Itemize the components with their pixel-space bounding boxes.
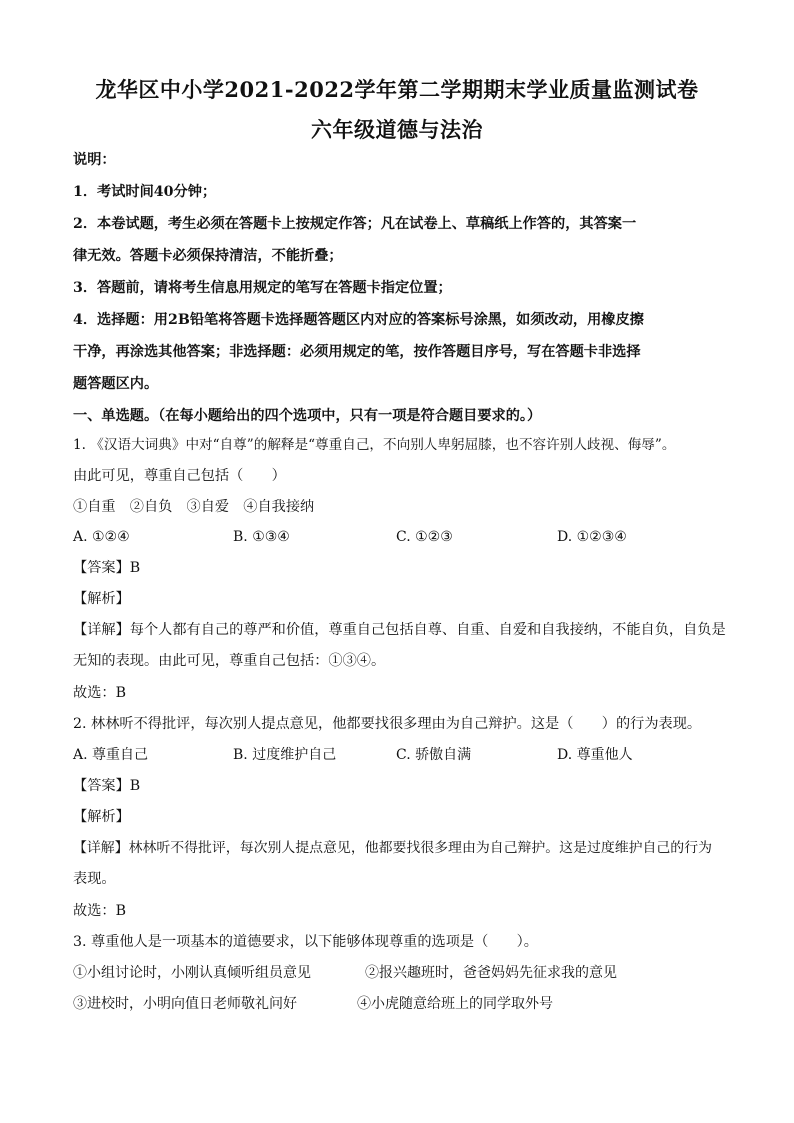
q3-item-3: ③进校时，小明向值日老师敬礼问好 [73, 996, 297, 1012]
exam-title: 龙华区中小学2021-2022学年第二学期期末学业质量监测试卷 [95, 77, 699, 102]
exam-subtitle: 六年级道德与法治 [311, 117, 483, 142]
section-heading: 一、单选题。（在每小题给出的四个选项中，只有一项是符合题目要求的。） [73, 408, 542, 424]
q2-option-a: A. 尊重自己 [73, 747, 149, 763]
q3-item-4: ④小虎随意给班上的同学取外号 [357, 996, 553, 1012]
q1-detail-line1: 【详解】每个人都有自己的尊严和价值，尊重自己包括自尊、自重、自爱和自我接纳，不能自负，自负是 [73, 622, 726, 638]
q1-stem-line2: 由此可见，尊重自己包括（ ） [73, 468, 286, 484]
q1-option-b: B. ①③④ [233, 529, 290, 545]
q1-option-a: A. ①②④ [73, 529, 130, 545]
q1-items: ①自重 ②自负 ③自爱 ④自我接纳 [73, 499, 315, 515]
instruction-item: 3．答题前，请将考生信息用规定的笔写在答题卡指定位置； [73, 280, 452, 296]
q2-stem: 2. 林林听不得批评，每次别人提点意见，他都要找很多理由为自己辩护。这是（ ）的行为表现。 [73, 716, 702, 732]
q2-detail-line2: 表现。 [73, 871, 116, 887]
q1-option-d: D. ①②③④ [557, 529, 627, 545]
q2-answer: 【答案】B [73, 778, 141, 794]
q1-answer: 【答案】B [73, 560, 141, 576]
instructions-heading: 说明： [73, 152, 116, 168]
q1-choice: 故选：B [73, 685, 126, 701]
q2-detail-line1: 【详解】林林听不得批评，每次别人提点意见，他都要找很多理由为自己辩护。这是过度维护自己的行为 [73, 840, 712, 856]
instruction-item: 题答题区内。 [73, 376, 159, 392]
q1-analysis-label: 【解析】 [73, 591, 130, 607]
q2-option-d: D. 尊重他人 [557, 747, 633, 763]
instruction-item: 律无效。答题卡必须保持清洁，不能折叠； [73, 248, 343, 264]
q2-option-b: B. 过度维护自己 [233, 747, 337, 763]
q2-choice: 故选：B [73, 903, 126, 919]
q2-analysis-label: 【解析】 [73, 809, 130, 825]
instruction-item: 4．选择题：用2B铅笔将答题卡选择题答题区内对应的答案标号涂黑，如须改动，用橡皮擦 [73, 312, 644, 328]
q1-stem-line1: 1. 《汉语大词典》中对“自尊”的解释是“尊重自己，不向别人卑躬屈膝，也不容许别人歧视、侮辱”。 [73, 437, 676, 453]
q2-option-c: C. 骄傲自满 [396, 747, 472, 763]
instruction-item: 1．考试时间40分钟； [73, 184, 217, 200]
q3-item-2: ②报兴趣班时，爸爸妈妈先征求我的意见 [365, 965, 617, 981]
q3-stem: 3. 尊重他人是一项基本的道德要求，以下能够体现尊重的选项是（ ）。 [73, 934, 538, 950]
q1-detail-line2: 无知的表现。由此可见，尊重自己包括：①③④。 [73, 653, 386, 669]
q3-item-1: ①小组讨论时，小刚认真倾听组员意见 [73, 965, 311, 981]
instruction-item: 干净，再涂选其他答案；非选择题：必须用规定的笔，按作答题目序号，写在答题卡非选择 [73, 344, 641, 360]
q1-option-c: C. ①②③ [396, 529, 453, 545]
instruction-item: 2．本卷试题，考生必须在答题卡上按规定作答；凡在试卷上、草稿纸上作答的，其答案一 [73, 216, 637, 232]
